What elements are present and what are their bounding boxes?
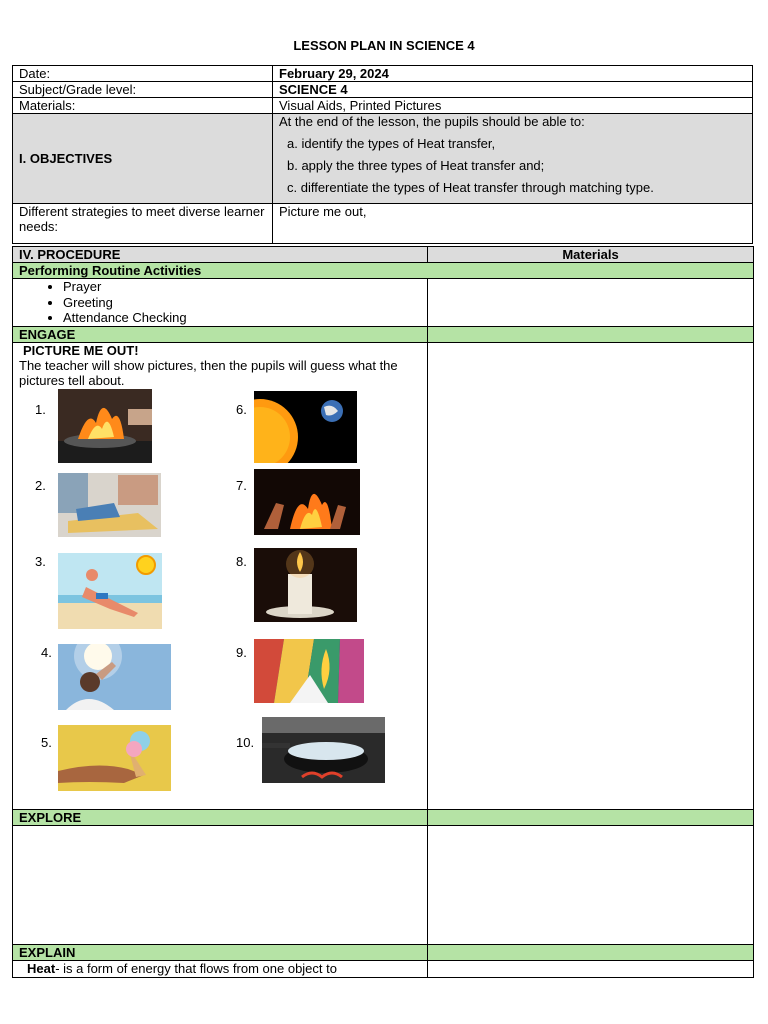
- routine-materials-cell: [428, 279, 754, 327]
- subject-row: [13, 82, 753, 98]
- engage-title: ENGAGE: [13, 326, 428, 342]
- info-table: [12, 65, 753, 244]
- routine-list-cell: [13, 279, 428, 327]
- clothes-iron-photo: [58, 473, 161, 537]
- picture-number: 1.: [35, 401, 46, 417]
- picture-number: 8.: [236, 553, 247, 569]
- picture-number: 4.: [41, 644, 52, 660]
- picture-number: 2.: [35, 477, 46, 493]
- objectives-content: [273, 114, 753, 204]
- melting-ice-cream-photo: [58, 725, 171, 791]
- objective-item: c. differentiate the types of Heat transfer through matching type.: [287, 180, 654, 195]
- person-under-sun-photo: [58, 644, 171, 710]
- list-item: • Attendance Checking: [63, 310, 421, 326]
- sunbathing-beach-photo: [58, 553, 162, 629]
- explain-content: [13, 960, 428, 977]
- picture-number: 3.: [35, 553, 46, 569]
- melting-candle-photo: [254, 548, 357, 622]
- picture-number: 10.: [236, 734, 255, 750]
- explain-materials-cell: [428, 960, 754, 977]
- engage-materials-header: [428, 326, 754, 342]
- engage-header-row: [13, 326, 754, 342]
- routine-title: Performing Routine Activities: [13, 263, 754, 279]
- engage-row: [13, 342, 754, 809]
- heat-definition: - is a form of energy that flows from one object to: [55, 960, 337, 976]
- explore-materials-header: [428, 809, 754, 825]
- routine-list: [19, 279, 421, 326]
- hot-air-balloon-photo: [254, 639, 364, 703]
- materials-value: Visual Aids, Printed Pictures: [273, 98, 753, 114]
- explain-row: [13, 960, 754, 977]
- subject-value: SCIENCE 4: [273, 82, 753, 98]
- objective-item: b. apply the three types of Heat transfer and;: [287, 158, 545, 173]
- strategies-row: [13, 204, 753, 244]
- picture-activity-title: PICTURE ME OUT!: [23, 342, 139, 358]
- routine-row: [13, 279, 754, 327]
- page-title: LESSON PLAN IN SCIENCE 4: [293, 38, 475, 53]
- list-item: • Greeting: [63, 295, 421, 311]
- picture-activity-description: The teacher will show pictures, then the pupils will guess what the pictures tell about.: [19, 357, 398, 388]
- strategies-label: Different strategies to meet diverse learner needs:: [13, 204, 273, 244]
- date-row: [13, 66, 753, 82]
- picture-number: 7.: [236, 477, 247, 493]
- procedure-header: IV. PROCEDURE: [13, 247, 428, 263]
- materials-row: [13, 98, 753, 114]
- procedure-header-row: [13, 247, 754, 263]
- picture-number: 6.: [236, 401, 247, 417]
- engage-materials-cell: [428, 342, 754, 809]
- explore-title: EXPLORE: [13, 809, 428, 825]
- materials-label: Materials:: [13, 98, 273, 114]
- objectives-intro: At the end of the lesson, the pupils should be able to:: [279, 114, 585, 129]
- explore-content: [13, 825, 428, 944]
- routine-header-row: [13, 263, 754, 279]
- explain-header-row: [13, 944, 754, 960]
- date-label: Date:: [13, 66, 273, 82]
- materials-header: Materials: [428, 247, 754, 263]
- picture-number: 5.: [41, 734, 52, 750]
- subject-label: Subject/Grade level:: [13, 82, 273, 98]
- objectives-row: [13, 114, 753, 204]
- explore-row: [13, 825, 754, 944]
- hands-warming-fire-photo: [254, 469, 360, 535]
- picture-number: 9.: [236, 644, 247, 660]
- date-value: February 29, 2024: [273, 66, 753, 82]
- strategies-value: Picture me out,: [273, 204, 753, 244]
- list-item: • Prayer: [63, 279, 421, 295]
- objectives-label: I. OBJECTIVES: [13, 114, 273, 204]
- frying-pan-fire-photo: [58, 389, 152, 463]
- sun-and-earth-photo: [254, 391, 357, 463]
- explain-materials-header: [428, 944, 754, 960]
- procedure-table: [12, 246, 754, 978]
- explore-materials-cell: [428, 825, 754, 944]
- objective-item: a. identify the types of Heat transfer,: [287, 136, 496, 151]
- engage-content: [13, 342, 428, 809]
- heat-term: Heat: [27, 960, 56, 976]
- boiling-water-pot-photo: [262, 717, 385, 783]
- explain-title: EXPLAIN: [13, 944, 428, 960]
- explore-header-row: [13, 809, 754, 825]
